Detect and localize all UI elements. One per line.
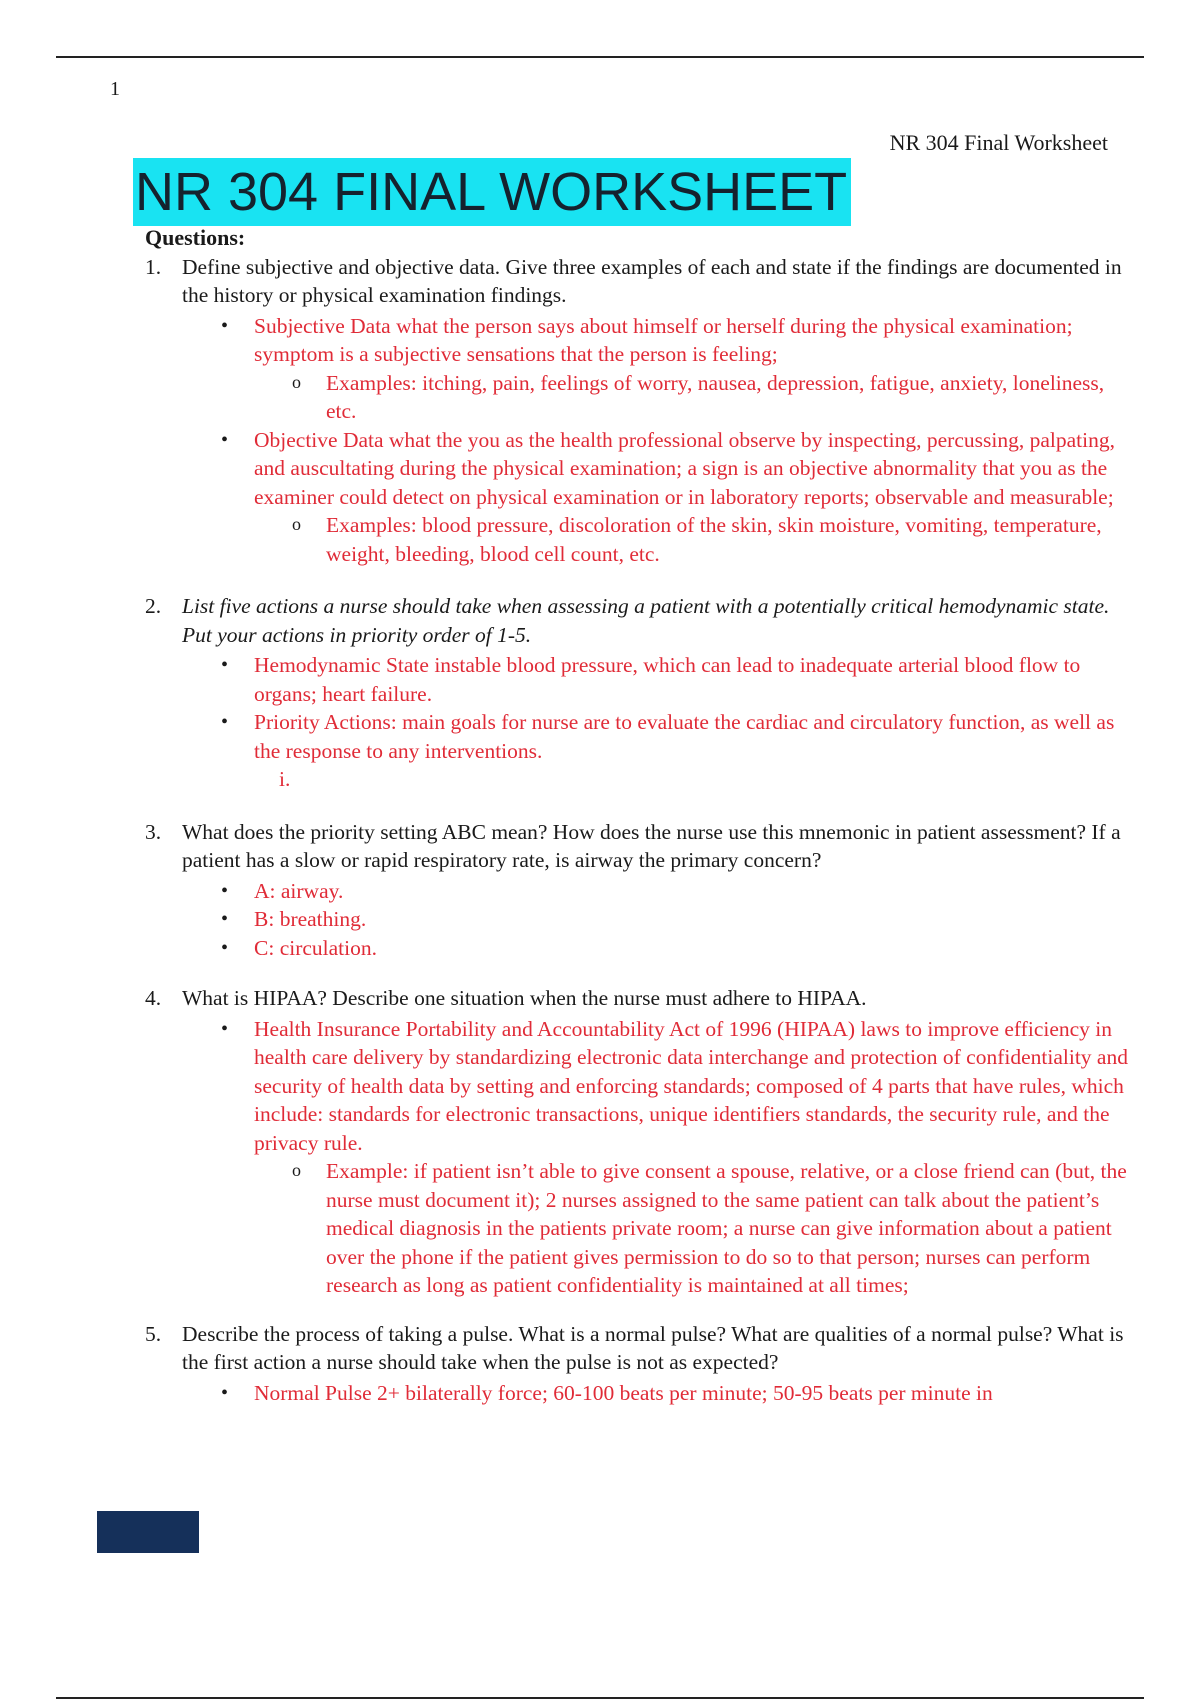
question-2 <box>145 592 1135 794</box>
circle-bullet-icon: o <box>292 1160 301 1180</box>
answer-item <box>221 312 1135 426</box>
sub-answer-item <box>292 369 1135 426</box>
bullet-icon: • <box>221 879 229 902</box>
sub-answer-item <box>292 511 1135 568</box>
question-number: 3. <box>145 819 162 844</box>
answer-text: Health Insurance Portability and Accountability Act of 1996 (HIPAA) laws to improve efficiency in health care delivery by standardizing electronic data interchange and protection of confidentiality and security of health data by setting and enforcing standards; composed of 4 parts that have rules, which include: standards for electronic transactions, unique identifiers standards, the security rule, and the privacy rule. <box>254 1016 1128 1155</box>
answer-list <box>182 1379 1135 1408</box>
bullet-icon: • <box>221 654 229 676</box>
bullet-icon: • <box>221 936 229 959</box>
question-text: List five actions a nurse should take when assessing a patient with a potentially critical hemodynamic state. Put your actions in priority order of 1-5. <box>182 594 1110 647</box>
answer-text: C: circulation. <box>254 935 377 960</box>
question-4 <box>145 984 1135 1300</box>
question-5 <box>145 1320 1135 1408</box>
circle-bullet-icon: o <box>292 514 301 534</box>
question-text: What does the priority setting ABC mean? How does the nurse use this mnemonic in patient assessment? If a patient has a slow or rapid respiratory rate, is airway the primary concern? <box>182 819 1121 872</box>
answer-item <box>221 651 1135 708</box>
answer-text: Priority Actions: main goals for nurse are to evaluate the cardiac and circulatory function, as well as the response to any interventions. <box>254 710 1115 763</box>
answer-item <box>221 1015 1135 1300</box>
answer-item <box>221 708 1135 794</box>
answer-list <box>182 651 1135 794</box>
answer-item <box>221 1379 1135 1408</box>
question-number: 5. <box>145 1321 162 1346</box>
sub-answer-list <box>254 511 1135 568</box>
answer-text: Hemodynamic State instable blood pressure, which can lead to inadequate arterial blood flow to organs; heart failure. <box>254 653 1081 706</box>
sub-answer-text: Examples: blood pressure, discoloration of the skin, skin moisture, vomiting, temperature, weight, bleeding, blood cell count, etc. <box>326 513 1102 566</box>
answer-list <box>182 312 1135 569</box>
page-title: NR 304 FINAL WORKSHEET <box>133 158 851 226</box>
bullet-icon: • <box>221 1381 229 1404</box>
sub-answer-text: Example: if patient isn’t able to give consent a spouse, relative, or a close friend can (but, the nurse must document it); 2 nurses assigned to the same patient can talk about the patient’s medical diagnosis in the patients private room; a nurse can give information about a patient over the phone if the patient gives permission to do so to that person; nurses can perform research as long as patient confidentiality is maintained at all times; <box>326 1159 1127 1297</box>
answer-item <box>221 934 1135 963</box>
worksheet-body <box>145 224 1135 1407</box>
question-text: Describe the process of taking a pulse. What is a normal pulse? What are qualities of a normal pulse? What is the first action a nurse should take when the pulse is not as expected? <box>182 1321 1124 1374</box>
running-header: NR 304 Final Worksheet <box>889 130 1108 155</box>
bottom-rule <box>56 1697 1144 1699</box>
roman-list-marker: i. <box>279 767 291 791</box>
question-1 <box>145 253 1135 569</box>
question-number: 2. <box>145 594 162 618</box>
sub-answer-item <box>292 1157 1135 1300</box>
sub-answer-list <box>254 369 1135 426</box>
bullet-icon: • <box>221 428 229 451</box>
answer-list <box>182 877 1135 963</box>
answer-item <box>221 426 1135 569</box>
answer-text: B: breathing. <box>254 907 367 931</box>
question-text: Define subjective and objective data. Give three examples of each and state if the findings are documented in the history or physical examination findings. <box>182 254 1122 307</box>
bullet-icon: • <box>221 908 229 930</box>
question-number: 1. <box>145 254 162 279</box>
questions-label: Questions: <box>145 225 246 250</box>
question-3 <box>145 818 1135 963</box>
bullet-icon: • <box>221 1017 229 1040</box>
question-text: What is HIPAA? Describe one situation when the nurse must adhere to HIPAA. <box>182 986 867 1010</box>
page-number: 1 <box>110 78 120 100</box>
question-list <box>145 253 1135 1408</box>
answer-text: Normal Pulse 2+ bilaterally force; 60-100 beats per minute; 50-95 beats per minute in <box>254 1380 993 1405</box>
answer-text: A: airway. <box>254 878 344 903</box>
answer-text: Subjective Data what the person says about himself or herself during the physical examination; symptom is a subjective sensations that the person is feeling; <box>254 313 1073 366</box>
top-rule <box>56 56 1144 58</box>
bullet-icon: • <box>221 711 229 733</box>
answer-item <box>221 905 1135 934</box>
footer-badge <box>97 1511 199 1553</box>
answer-item <box>221 877 1135 906</box>
answer-list <box>182 1015 1135 1300</box>
sub-answer-list <box>254 1157 1135 1300</box>
question-number: 4. <box>145 986 162 1010</box>
circle-bullet-icon: o <box>292 371 301 392</box>
answer-text: Objective Data what the you as the health professional observe by inspecting, percussing, palpating, and auscultating during the physical examination; a sign is an objective abnormality that you as the examiner could detect on physical examination or in laboratory reports; observable and measurable; <box>254 427 1115 509</box>
sub-answer-text: Examples: itching, pain, feelings of worry, nausea, depression, fatigue, anxiety, loneliness, etc. <box>326 370 1105 423</box>
bullet-icon: • <box>221 314 229 337</box>
